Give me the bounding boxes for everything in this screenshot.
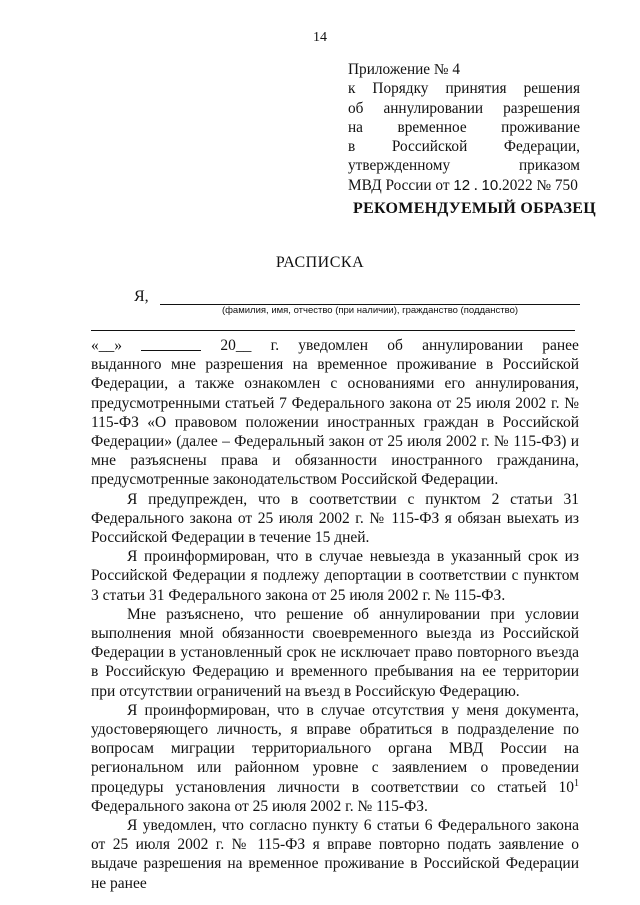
date-row-word-1: уведомлен xyxy=(298,337,369,354)
annex-prefix: МВД России от xyxy=(348,176,454,194)
para5-text-end: Федерального закона от 25 июля 2002 г. № 115-ФЗ. xyxy=(91,797,428,815)
order-date-day: 12 xyxy=(453,176,471,194)
date-month-field[interactable] xyxy=(141,336,201,351)
paragraph-identity-procedure xyxy=(91,701,579,816)
date-year-field[interactable]: 20__ xyxy=(220,337,252,354)
ya-label: Я, xyxy=(134,288,149,305)
name-field-caption: (фамилия, имя, отчество (при наличии), гражданство (подданство) xyxy=(221,305,519,316)
order-date-year: .2022 xyxy=(498,176,533,194)
annex-line-5: в Российской Федерации, xyxy=(348,138,580,156)
paragraph-deportation-warning: Я проинформирован, что в случае невыезда в указанный срок из Российской Федерации я подлежу депортации в соответствии с пунктом 3 статьи 31 Федерального закона от 25 июля 2002 г. № 115-ФЗ. xyxy=(91,548,579,604)
annex-line-3: об аннулировании разрешения xyxy=(348,99,580,117)
para5-text: Я проинформирован, что в случае отсутствия у меня документа, удостоверяющего личность, я вправе обратиться в подразделение по вопросам миграции территориального органа МВД России на региональном или районном уровне с заявлением о проведении процедуры установления личности в соответствии со статьей 10 xyxy=(91,701,579,796)
annex-header xyxy=(348,60,580,195)
annex-line-7: МВД России от 12 . 10.2022 № 750 xyxy=(348,176,578,194)
paragraph-reapplication: Я уведомлен, что согласно пункту 6 статьи 6 Федерального закона от 25 июля 2002 г. № 115-ФЗ я вправе повторно подать заявление о выдаче разрешения на временное проживание в Российской Федерации не ранее xyxy=(91,817,579,892)
paragraph-departure-obligation: Я предупрежден, что в соответствии с пунктом 2 статьи 31 Федерального закона от 25 июля 2002 г. № 115-ФЗ я обязан выехать из Российской Федерации в течение 15 дней. xyxy=(91,490,579,547)
annex-line-4: на временное проживание xyxy=(348,118,580,136)
date-g: г. xyxy=(270,337,280,354)
date-row xyxy=(91,336,579,355)
date-row-word-3: аннулировании xyxy=(422,337,524,354)
continuation-fill-line[interactable] xyxy=(91,330,575,331)
recommended-sample-label: РЕКОМЕНДУЕМЫЙ ОБРАЗЕЦ xyxy=(353,200,596,217)
annex-line-1: Приложение № 4 xyxy=(348,61,460,78)
para5-superscript: 1 xyxy=(574,777,579,789)
order-number: № 750 xyxy=(536,176,578,194)
order-date-month: 10 xyxy=(481,176,499,194)
document-title: РАСПИСКА xyxy=(275,254,365,271)
paragraph-reentry-right: Мне разъяснено, что решение об аннулировании при условии выполнения мной обязанности своевременного выезда из Российской Федерации в установленный срок не исключает право повторного въезда в Российскую Федерацию и временного пребывания на ее территории при отсутствии ограничений на въезд в Российскую Федерацию. xyxy=(91,605,579,700)
page-number: 14 xyxy=(313,30,327,45)
annex-line-2: к Порядку принятия решения xyxy=(348,80,580,98)
date-day-field[interactable]: «__» xyxy=(91,337,122,354)
document-body xyxy=(91,336,579,893)
paragraph-annulment-notice: выданного мне разрешения на временное проживание в Российской Федерации, а также ознакомлен с основаниями его аннулирования, предусмотренными статьей 7 Федерального закона от 25 июля 2002 г. № 115-ФЗ «О правовом положении иностранных граждан в Российской Федерации» (далее – Федеральный закон от 25 июля 2002 г. № 115-ФЗ) и мне разъяснены права и обязанности иностранного гражданина, предусмотренные законодательством Российской Федерации. xyxy=(91,356,579,489)
date-row-word-2: об xyxy=(387,337,403,354)
annex-line-6: утвержденному приказом xyxy=(348,157,580,175)
date-row-word-4: ранее xyxy=(542,337,579,354)
